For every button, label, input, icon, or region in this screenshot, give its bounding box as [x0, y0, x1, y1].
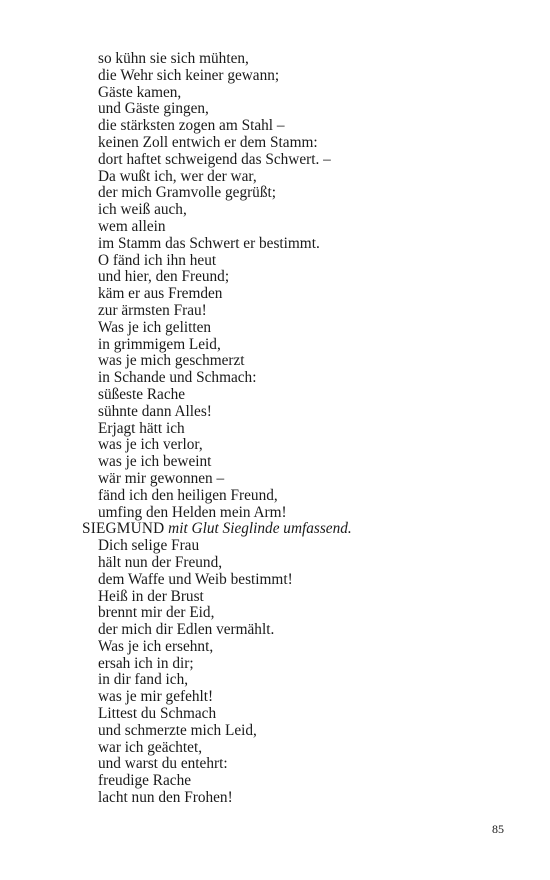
verse-line: ich weiß auch, [98, 201, 187, 219]
verse-line: süßeste Rache [98, 385, 186, 403]
verse-line: so kühn sie sich mühten, [98, 50, 249, 67]
verse-line: was je ich verlor, [98, 436, 203, 454]
verse-line: Gäste kamen, [98, 83, 182, 101]
speaker-name: SIEGMUND [82, 520, 165, 538]
verse-line: was je mir gefehlt! [98, 688, 214, 706]
verse-block [82, 51, 522, 807]
verse-line: freudige Rache [98, 772, 192, 790]
verse-line: und schmerzte mich Leid, [98, 721, 257, 739]
verse-line: der mich Gramvolle gegrüßt; [98, 184, 276, 202]
verse-line: Da wußt ich, wer der war, [98, 167, 257, 185]
verse-line: O fänd ich ihn heut [98, 251, 217, 269]
speaker-line [82, 521, 522, 538]
verse-line: Was je ich ersehnt, [98, 637, 214, 655]
verse-line: Dich selige Frau [98, 537, 200, 555]
verse-line: was je ich beweint [98, 453, 212, 471]
verse-line: und hier, den Freund; [98, 268, 230, 286]
verse-line: war ich geächtet, [98, 738, 203, 756]
verse-line: käm er aus Fremden [98, 285, 223, 303]
verse-line: die stärksten zogen am Stahl – [98, 117, 285, 135]
verse-line: umfing den Helden mein Arm! [98, 503, 287, 521]
verse-line: der mich dir Edlen vermählt. [98, 621, 275, 639]
verse-line: Erjagt hätt ich [98, 419, 185, 437]
stanza-two [82, 538, 522, 807]
page-number: 85 [492, 822, 504, 836]
verse-line: dort haftet schweigend das Schwert. – [98, 150, 331, 168]
verse-line: dem Waffe und Weib bestimmt! [98, 570, 293, 588]
verse-line: Was je ich gelitten [98, 318, 212, 336]
verse-line: brennt mir der Eid, [98, 604, 215, 622]
verse-line: hält nun der Freund, [98, 553, 223, 571]
verse-line: fänd ich den heiligen Freund, [98, 486, 278, 504]
verse-line: wär mir gewonnen – [98, 469, 225, 487]
verse-line: in grimmigem Leid, [98, 335, 221, 353]
verse-line: in Schande und Schmach: [98, 369, 257, 387]
verse-line: und warst du entehrt: [98, 755, 228, 773]
verse-line: Littest du Schmach [98, 705, 217, 723]
verse-line: ersah ich in dir; [98, 654, 194, 672]
verse-line: wem allein [98, 217, 166, 235]
verse-line: sühnte dann Alles! [98, 402, 212, 420]
verse-line: in dir fand ich, [98, 671, 189, 689]
verse-line: lacht nun den Frohen! [98, 789, 233, 807]
verse-line: was je mich geschmerzt [98, 352, 245, 370]
verse-line: und Gäste gingen, [98, 100, 209, 118]
verse-line: im Stamm das Schwert er bestimmt. [98, 234, 320, 252]
stanza-one [82, 51, 522, 521]
stage-direction: mit Glut Sieglinde umfassend. [168, 520, 352, 538]
verse-line: keinen Zoll entwich er dem Stamm: [98, 133, 318, 151]
verse-line: Heiß in der Brust [98, 587, 204, 605]
verse-line: zur ärmsten Frau! [98, 301, 207, 319]
verse-line: die Wehr sich keiner gewann; [98, 66, 280, 84]
